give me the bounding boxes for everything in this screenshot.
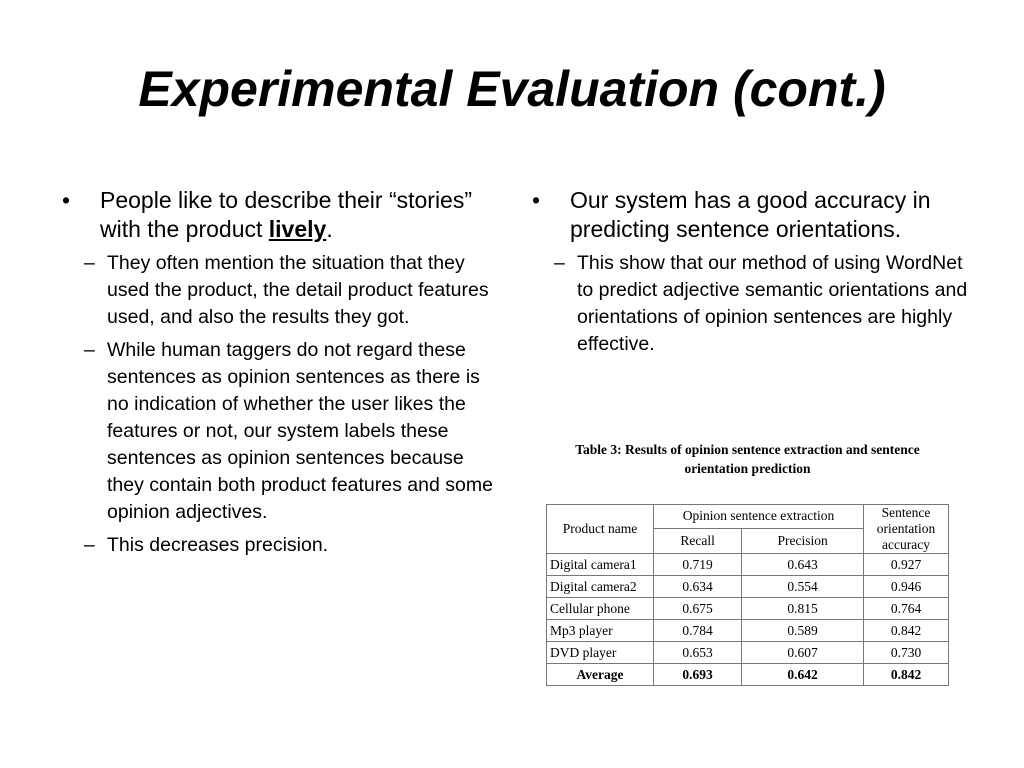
left-column	[62, 186, 502, 559]
cell-product-name: DVD player	[547, 642, 654, 664]
cell-precision: 0.643	[742, 554, 864, 576]
cell-average-precision: 0.642	[742, 664, 864, 686]
table-row	[547, 554, 949, 576]
table-caption: Table 3: Results of opinion sentence extraction and sentence orientation prediction	[575, 442, 920, 476]
cell-precision: 0.815	[742, 598, 864, 620]
right-subitems	[532, 250, 982, 358]
left-subitem-text: While human taggers do not regard these sentences as opinion sentences as there is no indication of whether the user likes the features or not, our system labels these sentences as opinion sentences because they contain both product features and some opinion adjectives.	[107, 339, 493, 523]
header-opinion-extraction: Opinion sentence extraction	[654, 505, 864, 529]
table-row	[547, 642, 949, 664]
cell-recall: 0.653	[654, 642, 742, 664]
left-bullet-text: People like to describe their “stories” with the product	[100, 187, 472, 242]
table-header-row	[547, 505, 949, 529]
right-column	[532, 186, 982, 358]
left-subitems	[62, 250, 502, 559]
cell-average-accuracy: 0.842	[864, 664, 949, 686]
cell-accuracy: 0.927	[864, 554, 949, 576]
emphasis-lively: lively	[268, 216, 327, 242]
table-average-row	[547, 664, 949, 686]
cell-average-recall: 0.693	[654, 664, 742, 686]
cell-product-name: Mp3 player	[547, 620, 654, 642]
results-table-figure	[546, 440, 949, 686]
table-row	[547, 620, 949, 642]
cell-precision: 0.589	[742, 620, 864, 642]
slide-title: Experimental Evaluation (cont.)	[138, 61, 886, 117]
left-subitem-text: This decreases precision.	[107, 534, 329, 556]
left-bullet-period: .	[326, 216, 333, 242]
right-subitem	[532, 250, 982, 358]
right-bullet-text: Our system has a good accuracy in predicting sentence orientations.	[570, 187, 931, 242]
header-product-name: Product name	[547, 505, 654, 554]
cell-recall: 0.719	[654, 554, 742, 576]
dash-mark: –	[84, 252, 95, 274]
table-row	[547, 576, 949, 598]
left-subitem	[62, 250, 502, 331]
left-bullet	[62, 186, 502, 244]
cell-product-name: Digital camera1	[547, 554, 654, 576]
cell-accuracy: 0.730	[864, 642, 949, 664]
cell-accuracy: 0.842	[864, 620, 949, 642]
cell-recall: 0.675	[654, 598, 742, 620]
cell-recall: 0.634	[654, 576, 742, 598]
cell-accuracy: 0.764	[864, 598, 949, 620]
dash-mark: –	[84, 339, 95, 361]
right-subitem-text: This show that our method of using WordNet to predict adjective semantic orientations and orientations of opinion sentences are highly effective.	[577, 252, 968, 355]
dash-mark: –	[84, 534, 95, 556]
cell-product-name: Cellular phone	[547, 598, 654, 620]
results-table	[546, 504, 949, 686]
cell-accuracy: 0.946	[864, 576, 949, 598]
left-subitem-text: They often mention the situation that they used the product, the detail product features used, and also the results they got.	[107, 252, 489, 328]
left-subitem	[62, 532, 502, 559]
left-subitem	[62, 337, 502, 526]
cell-precision: 0.607	[742, 642, 864, 664]
table-row	[547, 598, 949, 620]
right-bullet	[532, 186, 982, 244]
header-orientation-accuracy: Sentence orientation accuracy	[864, 505, 949, 554]
bullet-mark: •	[62, 187, 71, 213]
cell-precision: 0.554	[742, 576, 864, 598]
bullet-mark: •	[532, 187, 541, 213]
header-precision: Precision	[742, 528, 864, 553]
cell-product-name: Digital camera2	[547, 576, 654, 598]
dash-mark: –	[554, 252, 565, 274]
header-recall: Recall	[654, 528, 742, 553]
cell-average-label: Average	[547, 664, 654, 686]
cell-recall: 0.784	[654, 620, 742, 642]
